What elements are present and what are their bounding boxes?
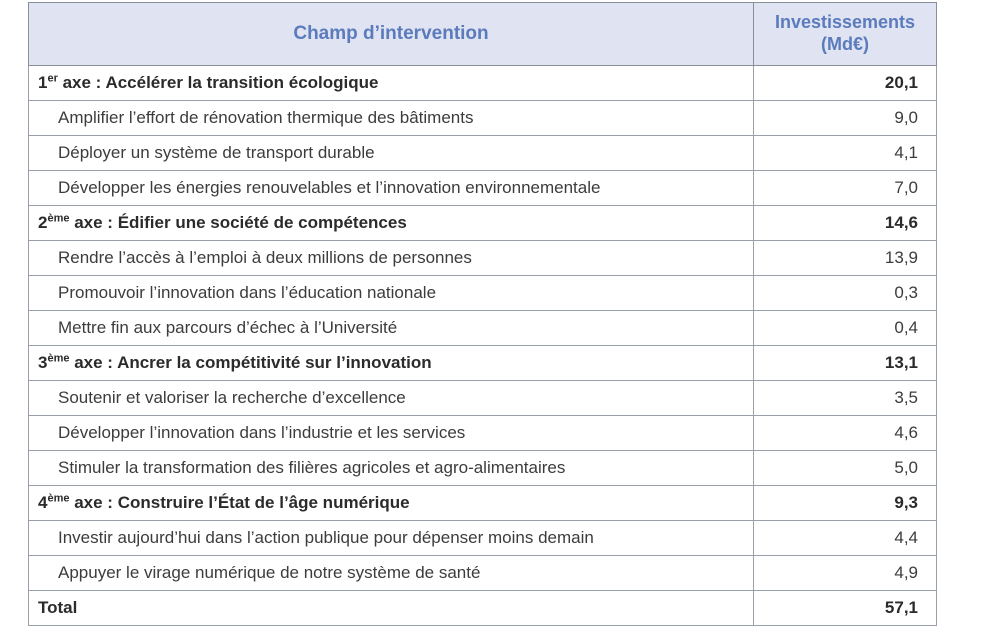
row-label-text: Rendre l’accès à l’emploi à deux millions de personnes bbox=[58, 248, 472, 267]
row-label-measure bbox=[29, 101, 754, 136]
row-value: 9,0 bbox=[754, 101, 937, 136]
row-label-text: Investir aujourd’hui dans l’action publique pour dépenser moins demain bbox=[58, 528, 594, 547]
row-label-text: Amplifier l’effort de rénovation thermique des bâtiments bbox=[58, 108, 474, 127]
table-body bbox=[29, 66, 937, 626]
column-header-investissements-line1: Investissements bbox=[774, 12, 916, 33]
row-value: 9,3 bbox=[754, 486, 937, 521]
table-header-row bbox=[29, 3, 937, 66]
row-label-axis bbox=[29, 66, 754, 101]
axis-ordinal-suffix: ème bbox=[47, 492, 70, 505]
table-row bbox=[29, 101, 937, 136]
row-value: 0,4 bbox=[754, 311, 937, 346]
investments-table-container bbox=[28, 2, 936, 626]
row-label-axis bbox=[29, 346, 754, 381]
row-label-measure bbox=[29, 521, 754, 556]
row-value: 20,1 bbox=[754, 66, 937, 101]
table-row bbox=[29, 311, 937, 346]
axis-ordinal-number: 1 bbox=[38, 73, 48, 92]
row-label-text: Stimuler la transformation des filières agricoles et agro-alimentaires bbox=[58, 458, 566, 477]
axis-title-text: axe : Accélérer la transition écologique bbox=[57, 73, 379, 92]
row-value: 4,4 bbox=[754, 521, 937, 556]
column-header-investissements-unit: (Md€) bbox=[821, 34, 869, 54]
investments-table bbox=[28, 2, 937, 626]
row-label-measure bbox=[29, 556, 754, 591]
table-row bbox=[29, 451, 937, 486]
row-label-measure bbox=[29, 311, 754, 346]
row-label-text: Déployer un système de transport durable bbox=[58, 143, 375, 162]
row-label-measure bbox=[29, 136, 754, 171]
row-label-text: Appuyer le virage numérique de notre système de santé bbox=[58, 563, 481, 582]
table-row bbox=[29, 276, 937, 311]
table-row bbox=[29, 346, 937, 381]
table-row bbox=[29, 171, 937, 206]
axis-title-text: axe : Édifier une société de compétences bbox=[69, 213, 407, 232]
table-row bbox=[29, 241, 937, 276]
row-label-measure bbox=[29, 416, 754, 451]
row-label-measure bbox=[29, 171, 754, 206]
table-row bbox=[29, 521, 937, 556]
row-label-total bbox=[29, 591, 754, 626]
table-row bbox=[29, 556, 937, 591]
axis-ordinal-number: 2 bbox=[38, 213, 48, 232]
row-label-text: Soutenir et valoriser la recherche d’excellence bbox=[58, 388, 406, 407]
row-label-measure bbox=[29, 241, 754, 276]
axis-ordinal-suffix: ème bbox=[47, 212, 70, 225]
row-value: 5,0 bbox=[754, 451, 937, 486]
row-label-text: Développer l’innovation dans l’industrie et les services bbox=[58, 423, 466, 442]
row-label-axis bbox=[29, 206, 754, 241]
table-row bbox=[29, 416, 937, 451]
row-label-measure bbox=[29, 451, 754, 486]
row-label-text: Mettre fin aux parcours d’échec à l’Université bbox=[58, 318, 398, 337]
row-label-text: Développer les énergies renouvelables et l’innovation environnementale bbox=[58, 178, 601, 197]
axis-ordinal-number: 3 bbox=[38, 353, 48, 372]
row-label-text: Total bbox=[38, 598, 78, 617]
row-value: 0,3 bbox=[754, 276, 937, 311]
row-value: 7,0 bbox=[754, 171, 937, 206]
row-value: 4,1 bbox=[754, 136, 937, 171]
table-row bbox=[29, 486, 937, 521]
row-value: 13,9 bbox=[754, 241, 937, 276]
row-label-text: Promouvoir l’innovation dans l’éducation nationale bbox=[58, 283, 437, 302]
table-header bbox=[29, 3, 937, 66]
table-row bbox=[29, 66, 937, 101]
row-value: 4,6 bbox=[754, 416, 937, 451]
axis-ordinal-suffix: er bbox=[47, 72, 58, 85]
row-value: 14,6 bbox=[754, 206, 937, 241]
axis-title-text: axe : Construire l’État de l’âge numérique bbox=[69, 493, 410, 512]
row-label-measure bbox=[29, 381, 754, 416]
table-row bbox=[29, 381, 937, 416]
table-row bbox=[29, 136, 937, 171]
table-row bbox=[29, 591, 937, 626]
row-value: 13,1 bbox=[754, 346, 937, 381]
row-value: 3,5 bbox=[754, 381, 937, 416]
column-header-investissements bbox=[754, 3, 937, 66]
row-value: 4,9 bbox=[754, 556, 937, 591]
table-row bbox=[29, 206, 937, 241]
row-label-axis bbox=[29, 486, 754, 521]
axis-title-text: axe : Ancrer la compétitivité sur l’innovation bbox=[69, 353, 432, 372]
axis-ordinal-number: 4 bbox=[38, 493, 48, 512]
row-label-measure bbox=[29, 276, 754, 311]
column-header-champ-intervention: Champ d’intervention bbox=[29, 3, 754, 66]
row-value-total: 57,1 bbox=[754, 591, 937, 626]
axis-ordinal-suffix: ème bbox=[47, 352, 70, 365]
